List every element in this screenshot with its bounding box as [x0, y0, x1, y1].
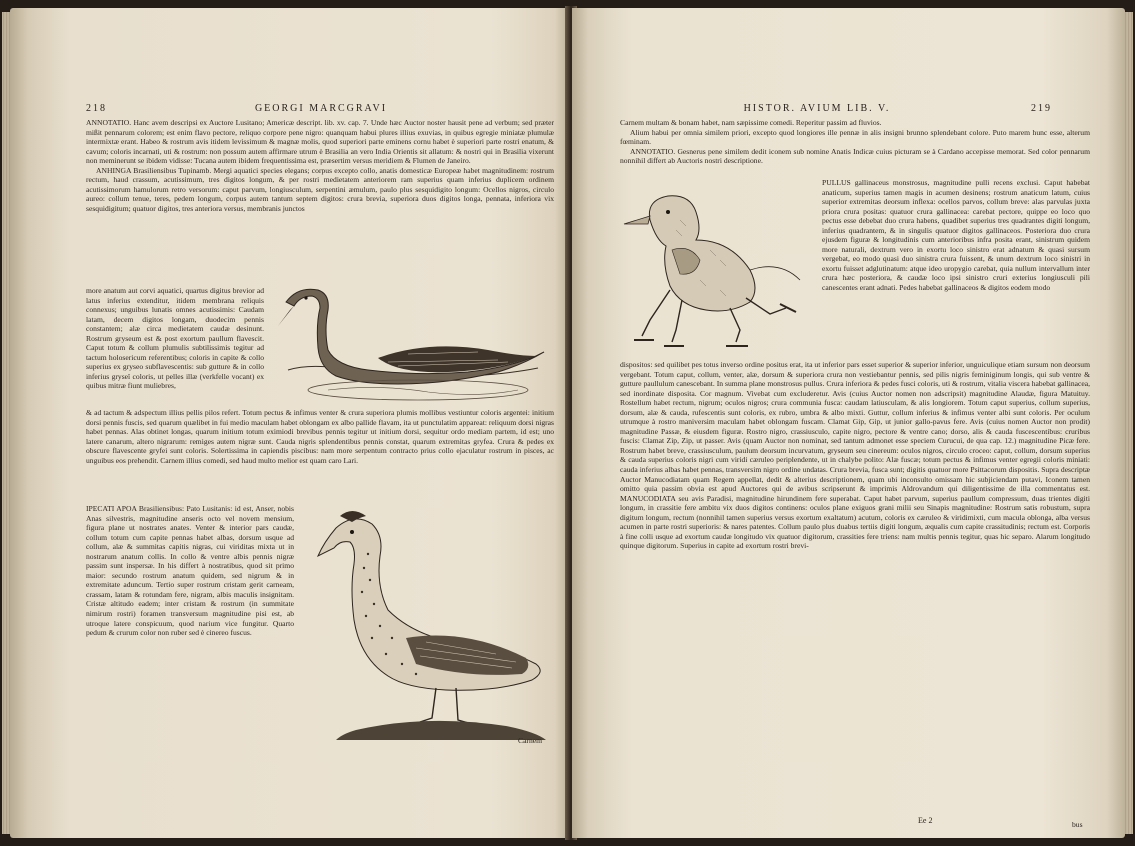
paragraph: ANHINGA Brasiliensibus Tupinamb. Mergi aquatici species elegans; corpus excepto collo, anatis domesticæ Europeæ habet magnitudinem: rostrum rectum, haud crassum, acutissimum, tres digitos longum, & per rostri medietatem anteriorem ram superius quam inferius duplicem ordinem acutissimorum hamulorum retro versorum: caput parvum, longiusculum, serpentini æmulum, paulo plus sesquidigito longum: Ocellos nigros, circulo aureo: collum tenue, teres, pedem longum, corpus autem tantum septem digitos: crura brevia, superiora duos digitos longa, pennata, inferiora vix sesquidigitum; quatuor digitos, tres anteriora versus, membranis junctos	[86, 165, 554, 213]
right-page-edges	[1124, 12, 1133, 834]
left-page-number: 218	[86, 103, 107, 114]
left-lower-text	[86, 504, 294, 734]
signature-mark: Ee 2	[918, 816, 933, 825]
right-page	[572, 8, 1125, 838]
right-running-head: HISTOR. AVIUM LIB. V.	[743, 103, 891, 114]
right-page-number: 219	[1031, 103, 1052, 114]
paragraph: ANNOTATIO. Gesnerus pene similem dedit iconem sub nomine Anatis Indicæ cuius picturam se à Cardano accepisse memorat. Sed color pennarum nonnihil differt ab Auctoris nostri descriptione.	[620, 146, 1090, 166]
paragraph: & ad tactum & adspectum illius pellis pilos refert. Totum pectus & infimus venter & crura superiora plumis mollibus vestiuntur coloris argentei: initium dorsi pennis fuscis, sed quarum quælibet in fui medio maculam habet oblongam ex albo pallide flavam, ita ut punctulatim appareat: reliquum dorsi nigras habet pennas. Alas obtinet longas, quarum initium totum eximiodi brevibus pennis tegitur ut initium dorsi, sequitur ordo mediam partem, id est; uno latere canarum, altero nigrarum: remiges autem nigræ sunt. Cauda nigris splendentibus pennis constat, quarum extremitas gryfea. Crura & pedes ex obscure flavescente gryfei sunt coloris. Solertissima in capiendis piscibus: nam more serpentum contracto prius collo ejaculatur rostrum in pisces, ac unguibus eos prehendit. Carnem illius comedi, sed haud multo melior est quam caro Lari.	[86, 408, 554, 465]
paragraph: dispositos: sed quilibet pes totus inverso ordine positus erat, ita ut inferior pars esset superior & superior inferior, unguiculique etiam sursum non deorsum vergebant. Totum caput, collum, venter, alæ, dorsum & superiora crura non vestiebantur pennis, sed pilis nigris feminiginum longis, qui sub ventre & gutture paullulum canescebant. In summa plane monstrosus pullus. Crura inferiora & pedes fusci coloris, uti & rostrum, vitalia viscera habebat gallinacea, sed inordinate disposita. Cor magnum. Vivebat cum excluderetur. Avis (cuius Auctor nomen non adscripsit) magnitudine Alaudæ, figura Matuituy. Rostellum habet rectum, nigrum; oculos nigros; crura communia fusca: caudam latiusculam, & alis longiorem. Totum caput superius, collum superius, dorsum, alæ & cauda, rufescentis sunt coloris, ex rubro, umbra & albo mixti. Guttur, collum inferius & infimus venter albi sunt coloris. Per oculum utrumque à rostro maniversim maculam habet oblongam fuscam. Clamat Gip, Gip, ut junior gallo-pavus fere. Avis (cuius nomen Auctor non prodit) magnitudine Passæ, & eiusdem figuræ. Rostro nigro, crassiusculo, capite nigro, pectore & ventre cano; dorso, alis & cauda fuscescentibus: cruribus fuscis: Clamat Zip, Zip, ut passer. Avis (quam Auctor non nominat, sed tantum admonet esse speciem Curucui, de qua cap. 12.) magnitudine Picæ fere. Rostrum habet breve, crassiusculum, paulum deorsum incurvatum, gryseum seu cinereum: oculos nigros, circulo croceo: caput, collum, dorsum superius & cauda superius coloris nigri cum viridi cæruleo periplendente, ut in chalybe polito: Alæ fuscæ; totum pectus & infimus venter egregii coloris miniati: cauda inferius albas habet pennas, transversim nigro ordine undatas. Crura brevia, fusca sunt; digitis quatuor more Psittacorum dispositis. Supra descriptæ Auctor Manucodiatam quam Regem appellat, dedit & alterius descriptionem, quam ubi inconsulto omissam hic subjiciendam putavi, Iconem tamen omitto quia passim obvia est apud Auctores qui de avibus scripserunt & imprimis Aldrovandum qui diligentissime de illa commentatus est. MANUCODIATA seu avis Paradisi, magnitudine hirundinem fere superabat. Caput habet parvum, superius paullum compressum, duas trientes digiti longum, in crassitie fere ambitu vix duos digitos continens: oculos plane exiguos grani milii seu Sinapis magnitudine: Rostrum satis robustum, supra digitum longum, rectum (nonnihil tamen superius versus exortum exaltatum) acutum, coloris ex cæruleo & viridimixti, cum macula oblonga, alba versus acumen in parte rostri superioris: & nares patentes. Collum paulo plus duabus tertiis digiti longum, æqualis cum capite crassitudinis; rectum est. Corporis à fine colli usque ad exortum caudæ longitudo vix quatuor digitorum, crassities fere triens: nam multis pennis tegitur, quas hic separo. Alarum longitudo quinque digitorum. Superius in capite ad exortum rostri brevi-	[620, 360, 1090, 551]
right-bottom-text	[620, 360, 1090, 790]
ipecati-apoa-illustration	[296, 508, 556, 744]
right-top-text	[620, 118, 1090, 178]
left-mid-text	[86, 286, 264, 406]
paragraph: Carnem multam & bonam habet, nam sæpissime comedi. Reperitur passim ad fluvios.	[620, 118, 882, 127]
left-top-text	[86, 118, 554, 286]
left-page	[10, 8, 570, 838]
right-page-header	[582, 103, 1052, 117]
anhinga-illustration	[268, 280, 558, 408]
right-mid-text	[822, 178, 1090, 358]
right-catchword: bus	[1072, 820, 1083, 829]
monstrous-chick-illustration	[610, 180, 818, 360]
paragraph: ANNOTATIO. Hanc avem descripsi ex Auctore Lusitano; Americæ descript. lib. xv. cap. 7. Unde hæc Auctor noster hausit pene ad verbum; sed præter mißit pennarum colorem; est enim flavo pectore, reliquo corpore pene nigro: quanquam habui plures illius exuvias, in quibus egregie miniatæ plumulæ intermixtæ erant. Habeo & rostrum avis itidem levissimum & magnæ molis, quod superiori parte eminens cornu habet è superiori parte rostri enatum, & cavum; coloris incarnati, uti & rostrum: non possum autem affirmare utrum è Brasilia an vero India Orientis sit allatum: & nostri qui in Brasilia vixerunt non meminerunt se ibidem vidisse: Tucana autem ibidem frequentissima est, præsertim versus meridiem & Flumen de Janeiro.	[86, 118, 554, 166]
left-running-head: GEORGI MARCGRAVI	[254, 103, 388, 114]
paragraph: more anatum aut corvi aquatici, quartus digitus brevior ad latus inferius extenditur, itidem membrana reliquis connexus; unguibus lunatis omnes acutissimis: Caudam latam, decem digitos longam, duodecim pennis constantem; alæ circa medietatem caudæ desinunt. Rostrum gryseum est & post exortum paullum flavescit. Caput totum & collum plumulis subtilissimis tegitur ad tactum holosericum referentibus; coloris in capite & collo superius ex gryseo subflavescentis: sub gutture & in collo inferius gryseï coloris, ut pelles illæ (verkfelle vocant) ex quibus mitræ fiunt muliebres,	[86, 286, 264, 391]
paragraph: Alium habui per omnia similem priori, excepto quod longiores ille pennæ in alis insigni brunno splendebant colore. Puto marem hunc esse, alterum fœminam.	[620, 127, 1090, 147]
left-full-text	[86, 408, 554, 498]
paragraph: PULLUS gallinaceus monstrosus, magnitudine pulli recens exclusi. Caput habebat anaticum, superius tamen magis in acumen desinens; rostrum anaticum latum, cuius superior extremitas deorsum inflexa: ocellos parvos, collum breve: alas parvulas juxta priora crura positas: quatuor crura gallinacea: carebat pectore, quippe eo loco quo pectus esse debebat duo crura habens, quadibet superius tres quadrantes digiti longum, inferius quadrantem, & in singulis quatuor digitos gallinaceos. Posteriora duo crura ejusdem figuræ & longitudinis cum anterioribus infra posita erant, sinistrum quidem more naturali, dextrum vero in exortu loco sinistro erat adnatum & quasi sursum vergebat, eo modo quasi duo sinistra crura fuissent, & unum dextrum loco sinistri in exortu fuisset adglutinatum: atque ideo uropygio carebat, quia nullum intervallum inter crura hæc posteriora, & caudæ loco ipsi sinistro cruri exterius longiusculi pili canescentes erant adnati. Pedes habebat gallinaceos & digitos eodem modo	[822, 178, 1090, 293]
left-catchword: Carnem	[518, 736, 543, 745]
paragraph: IPECATI APOA Brasiliensibus: Pato Lusitanis: id est, Anser, nobis Anas silvestris, magnitudine anseris octo vel novem mensium, figura plane ut nostrates anates. Venter & interior pars caudæ, collum totum cum capite pennas habet albas, dorsum usque ad collum, alæ & summitas capitis nigras, cui viriditas mixta ut in nostrarum anatum collis. In collo & ventre albis pennis nigræ passim sunt inspersæ. In his differt à nostratibus, quod sit primo maior: secundo rostrum anatum quidem, sed nigrum & in extremitate aduncum. Tertio super rostrum cristam gerit carneam, crassam, latam & rotundam fere, nigram, albis maculis insignitam. Cristæ altitudo eadem; inter cristam & rostrum (in summitate nimirum rostri) foramen transversum magnitudine pisi est, ab utroque latere conspicuum, quod narium vice fungitur. Quarto pedum & crurum color non ruber sed è cinereo fuscus.	[86, 504, 294, 638]
left-page-header	[86, 103, 556, 117]
